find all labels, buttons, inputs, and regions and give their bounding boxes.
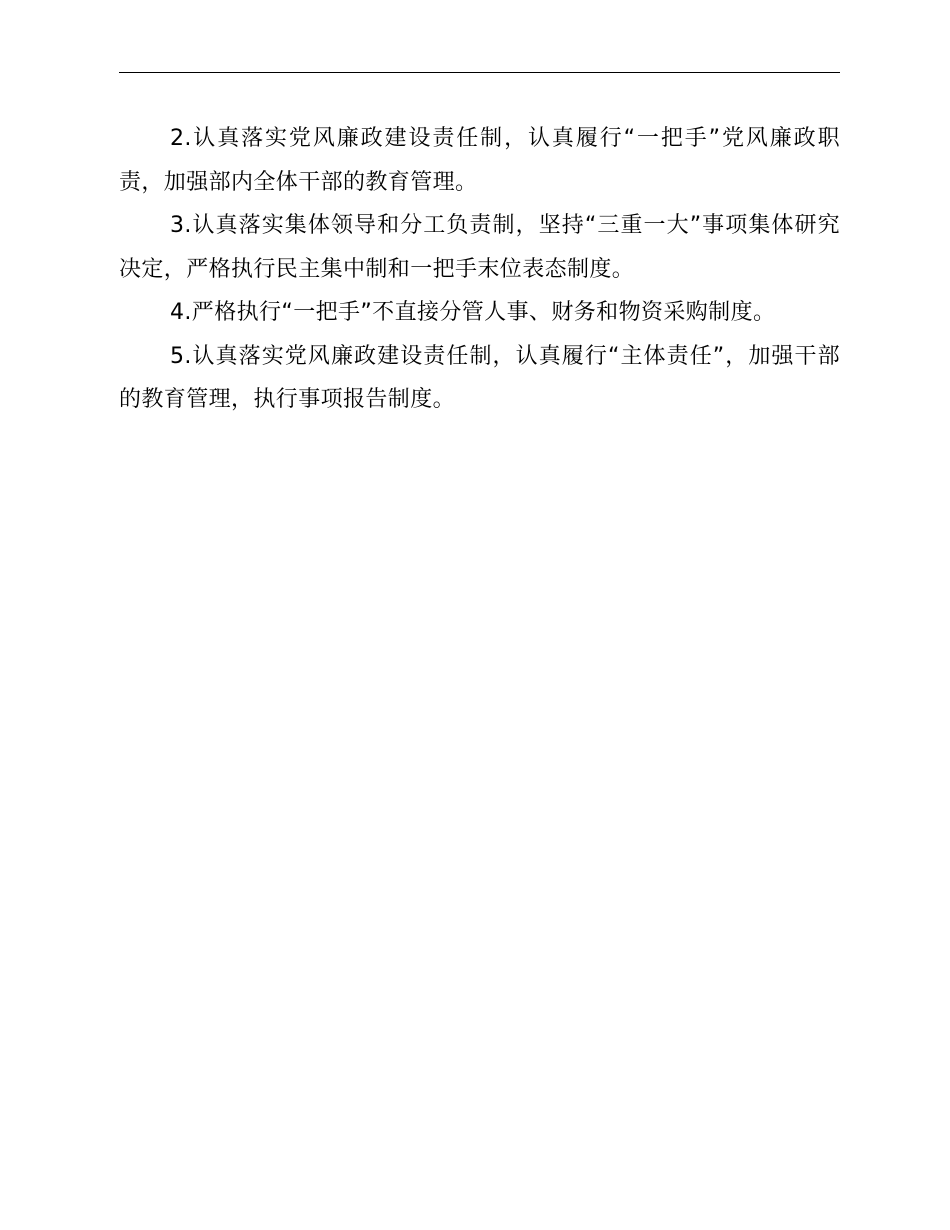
- paragraph-item-3: 3.认真落实集体领导和分工负责制，坚持“三重一大”事项集体研究决定，严格执行民主集中制和一把手末位表态制度。: [119, 213, 840, 282]
- document-body: [119, 117, 840, 422]
- paragraph-item-2: 2.认真落实党风廉政建设责任制，认真履行“一把手”党风廉政职责，加强部内全体干部的教育管理。: [119, 126, 840, 195]
- header-rule: [119, 72, 840, 73]
- paragraph-item-4: 4.严格执行“一把手”不直接分管人事、财务和物资采购制度。: [170, 300, 776, 325]
- paragraph-item-5: 5.认真落实党风廉政建设责任制，认真履行“主体责任”，加强干部的教育管理，执行事项报告制度。: [119, 343, 840, 412]
